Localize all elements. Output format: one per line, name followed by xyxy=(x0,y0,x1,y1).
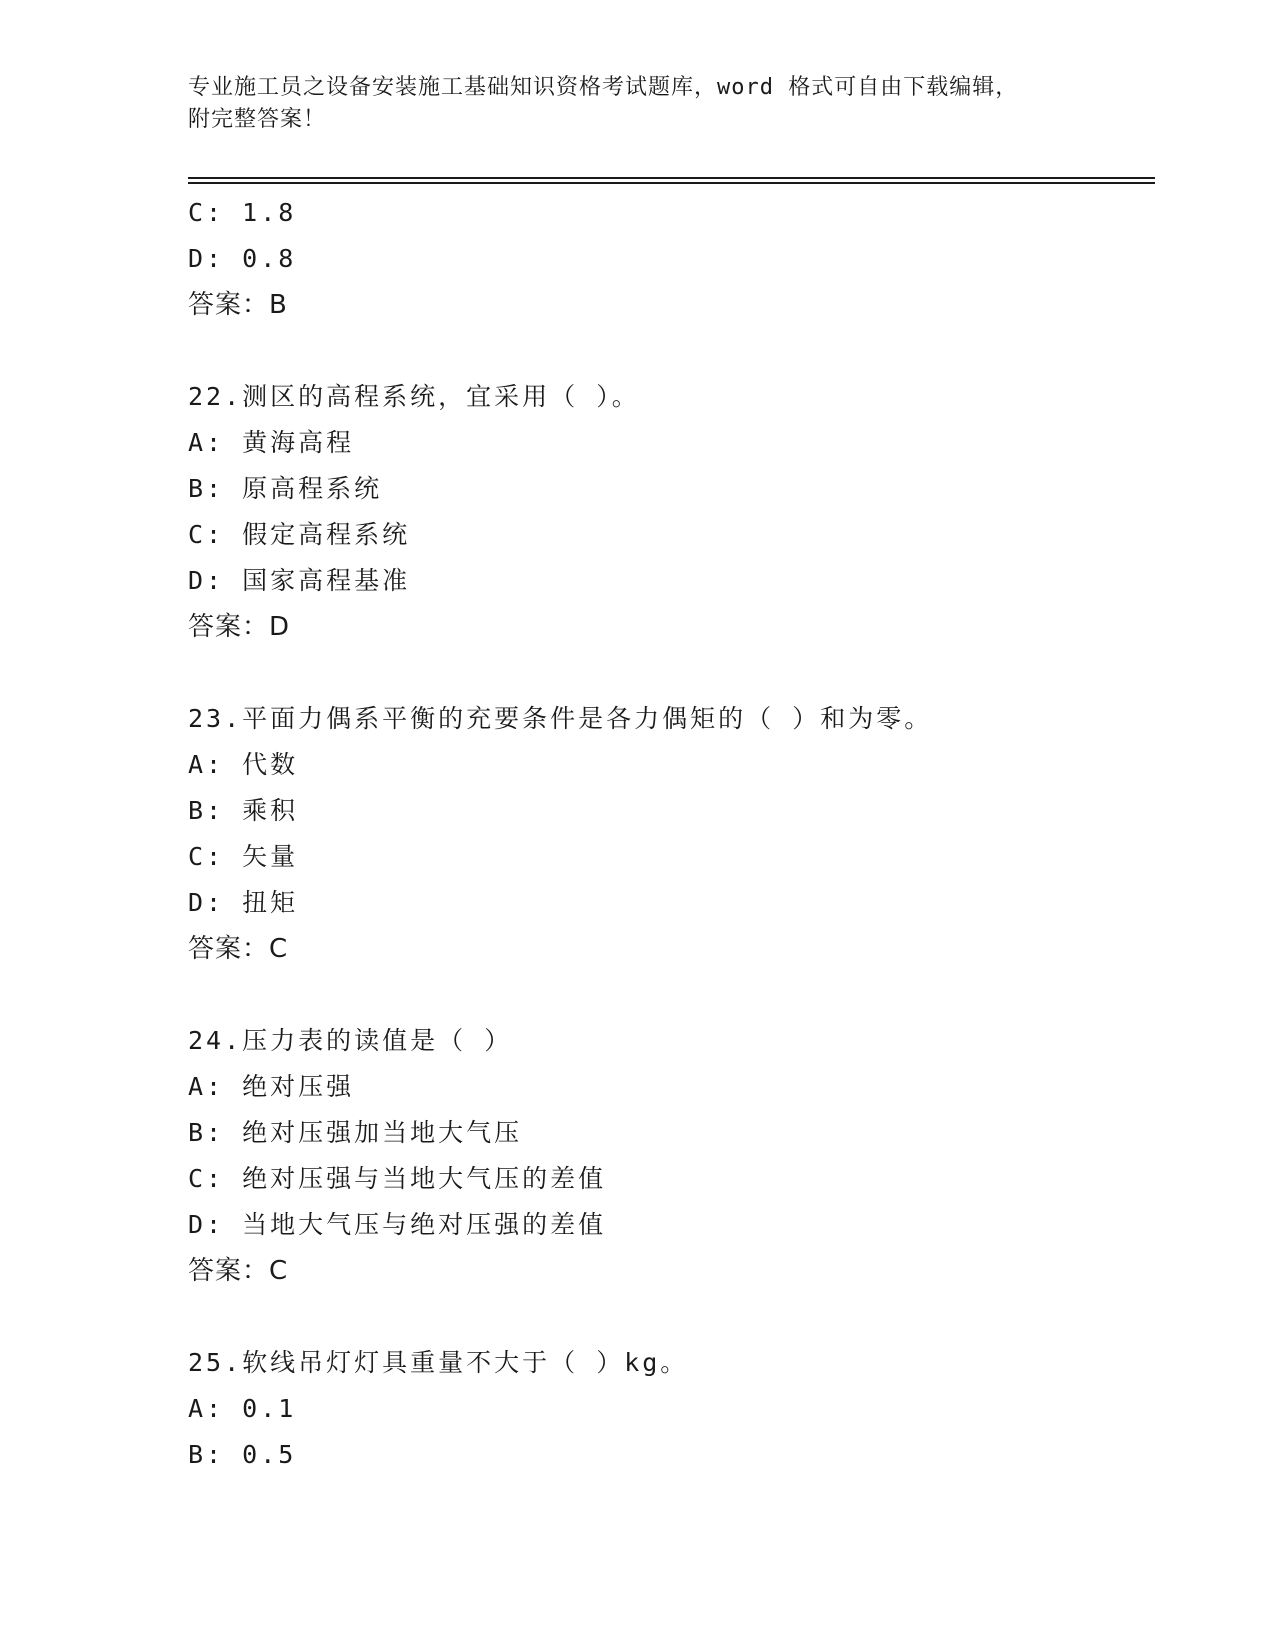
option-d: D: 扭矩 xyxy=(188,888,299,917)
question-fragment xyxy=(188,190,1148,328)
option-b: B: 乘积 xyxy=(188,796,299,825)
answer-line: 答案：D xyxy=(188,612,291,642)
option-d: D: 国家高程基准 xyxy=(188,566,411,595)
question-24 xyxy=(188,1018,1148,1294)
header-rule-bottom xyxy=(188,182,1155,184)
question-spacer xyxy=(188,328,1148,374)
question-stem: 22.测区的高程系统，宜采用（ ）。 xyxy=(188,382,640,411)
option-b: B: 0.5 xyxy=(188,1440,297,1469)
option-c: C: 假定高程系统 xyxy=(188,520,411,549)
option-a: A: 绝对压强 xyxy=(188,1072,355,1101)
header-rule-top xyxy=(188,177,1155,179)
question-23 xyxy=(188,696,1148,972)
header-title-line-2: 附完整答案！ xyxy=(188,107,327,132)
question-stem: 23.平面力偶系平衡的充要条件是各力偶矩的（ ）和为零。 xyxy=(188,704,933,733)
question-25 xyxy=(188,1340,1148,1478)
option-b: B: 原高程系统 xyxy=(188,474,383,503)
option-a: A: 黄海高程 xyxy=(188,428,355,457)
option-a: A: 代数 xyxy=(188,750,299,779)
option-a: A: 0.1 xyxy=(188,1394,297,1423)
answer-line: 答案：C xyxy=(188,934,289,964)
option-c: C: 绝对压强与当地大气压的差值 xyxy=(188,1164,607,1193)
option-c: C: 1.8 xyxy=(188,198,297,227)
question-spacer xyxy=(188,650,1148,696)
question-spacer xyxy=(188,1294,1148,1340)
document-header xyxy=(188,72,1088,136)
question-stem: 24.压力表的读值是（ ） xyxy=(188,1026,513,1055)
question-22 xyxy=(188,374,1148,650)
header-title-line-1: 专业施工员之设备安装施工基础知识资格考试题库，word 格式可自由下载编辑， xyxy=(188,75,1019,100)
option-b: B: 绝对压强加当地大气压 xyxy=(188,1118,523,1147)
option-d: D: 0.8 xyxy=(188,244,297,273)
question-spacer xyxy=(188,972,1148,1018)
answer-line: 答案：B xyxy=(188,290,288,320)
option-d: D: 当地大气压与绝对压强的差值 xyxy=(188,1210,607,1239)
option-c: C: 矢量 xyxy=(188,842,299,871)
answer-line: 答案：C xyxy=(188,1256,289,1286)
question-stem: 25.软线吊灯灯具重量不大于（ ）kg。 xyxy=(188,1348,689,1377)
question-list xyxy=(188,190,1148,1478)
